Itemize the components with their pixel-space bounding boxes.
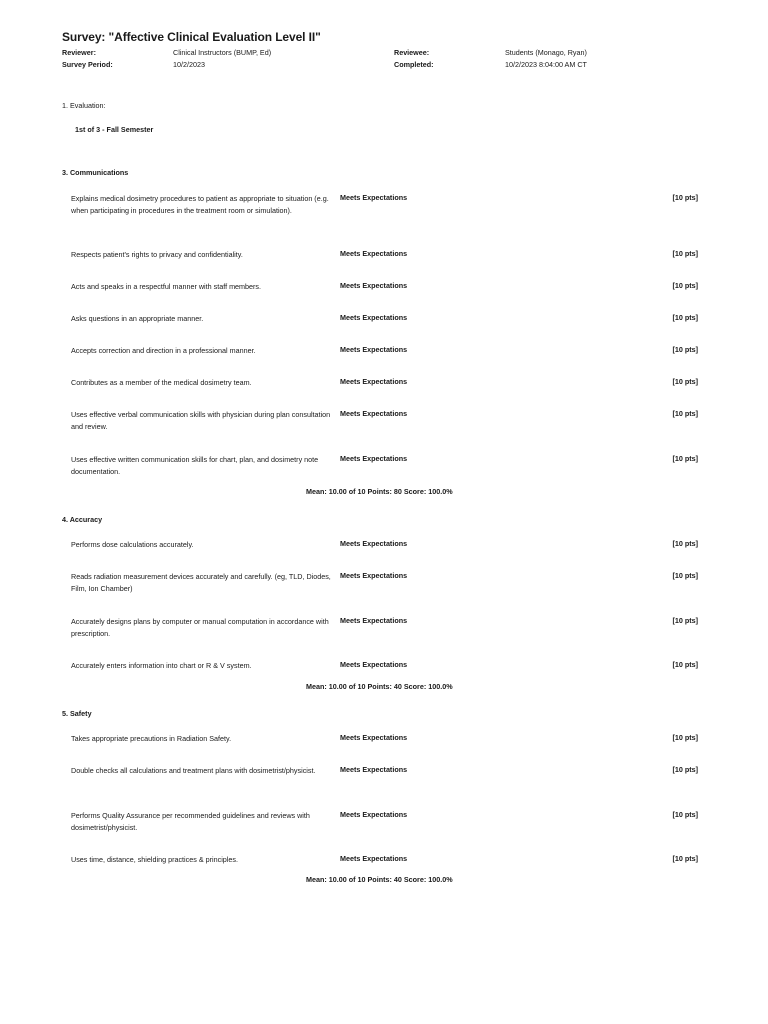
question-text: Respects patient's rights to privacy and confidentiality. [71, 250, 243, 259]
question-points: [10 pts] [672, 249, 698, 258]
question-points: [10 pts] [672, 571, 698, 580]
section-summary: Mean: 10.00 of 10 Points: 40 Score: 100.0% [306, 682, 453, 691]
question-rating: Meets Expectations [340, 313, 408, 322]
section-title: 5. Safety [62, 709, 92, 718]
question-points: [10 pts] [672, 539, 698, 548]
question-text: Accurately enters information into chart or R & V system. [71, 661, 252, 670]
question-rating: Meets Expectations [340, 454, 408, 463]
question-rating: Meets Expectations [340, 810, 408, 819]
question-text: Uses effective written communication skills for chart, plan, and dosimetry note documentation. [71, 455, 319, 476]
question-rating: Meets Expectations [340, 660, 408, 669]
question-text: Performs dose calculations accurately. [71, 540, 194, 549]
evaluation-value: 1st of 3 - Fall Semester [75, 125, 154, 134]
question-text: Asks questions in an appropriate manner. [71, 314, 204, 323]
survey-period-value: 10/2/2023 [173, 60, 205, 69]
question-text: Takes appropriate precautions in Radiation Safety. [71, 734, 232, 743]
question-text: Double checks all calculations and treatment plans with dosimetrist/physicist. [71, 766, 316, 775]
question-points: [10 pts] [672, 377, 698, 386]
question-points: [10 pts] [672, 313, 698, 322]
question-text: Uses effective verbal communication skills with physician during plan consultation and review. [71, 410, 331, 431]
reviewer-value: Clinical Instructors (BUMP, Ed) [173, 48, 272, 57]
completed-value: 10/2/2023 8:04:00 AM CT [505, 60, 587, 69]
question-text: Acts and speaks in a respectful manner with staff members. [71, 282, 262, 291]
section-title: 4. Accuracy [62, 515, 103, 524]
question-rating: Meets Expectations [340, 854, 408, 863]
question-points: [10 pts] [672, 409, 698, 418]
question-points: [10 pts] [672, 345, 698, 354]
question-rating: Meets Expectations [340, 571, 408, 580]
question-text: Accepts correction and direction in a professional manner. [71, 346, 256, 355]
section-summary: Mean: 10.00 of 10 Points: 80 Score: 100.0% [306, 487, 453, 496]
question-points: [10 pts] [672, 810, 698, 819]
question-points: [10 pts] [672, 854, 698, 863]
section-summary: Mean: 10.00 of 10 Points: 40 Score: 100.0% [306, 875, 453, 884]
question-points: [10 pts] [672, 454, 698, 463]
question-points: [10 pts] [672, 616, 698, 625]
reviewee-label: Reviewee: [394, 48, 430, 57]
question-rating: Meets Expectations [340, 377, 408, 386]
question-points: [10 pts] [672, 281, 698, 290]
question-rating: Meets Expectations [340, 616, 408, 625]
question-text: Contributes as a member of the medical dosimetry team. [71, 378, 252, 387]
question-text: Explains medical dosimetry procedures to patient as appropriate to situation (e.g. when participating in procedures in the treatment room or simulation). [71, 194, 329, 215]
question-rating: Meets Expectations [340, 281, 408, 290]
reviewer-label: Reviewer: [62, 48, 96, 57]
survey-period-label: Survey Period: [62, 60, 113, 69]
question-text: Reads radiation measurement devices accurately and carefully. (eg, TLD, Diodes, Film, Ion Chamber) [71, 572, 331, 593]
question-rating: Meets Expectations [340, 733, 408, 742]
question-rating: Meets Expectations [340, 345, 408, 354]
section-title: 3. Communications [62, 168, 129, 177]
survey-title: Survey: "Affective Clinical Evaluation Level II" [62, 30, 321, 44]
question-text: Uses time, distance, shielding practices & principles. [71, 855, 238, 864]
question-points: [10 pts] [672, 765, 698, 774]
question-points: [10 pts] [672, 660, 698, 669]
completed-label: Completed: [394, 60, 434, 69]
evaluation-label: 1. Evaluation: [62, 101, 106, 110]
question-rating: Meets Expectations [340, 249, 408, 258]
question-rating: Meets Expectations [340, 539, 408, 548]
question-points: [10 pts] [672, 193, 698, 202]
question-rating: Meets Expectations [340, 765, 408, 774]
question-text: Performs Quality Assurance per recommended guidelines and reviews with dosimetrist/physicist. [71, 811, 310, 832]
question-rating: Meets Expectations [340, 193, 408, 202]
question-text: Accurately designs plans by computer or manual computation in accordance with prescription. [71, 617, 329, 638]
question-points: [10 pts] [672, 733, 698, 742]
reviewee-value: Students (Monago, Ryan) [505, 48, 587, 57]
question-rating: Meets Expectations [340, 409, 408, 418]
